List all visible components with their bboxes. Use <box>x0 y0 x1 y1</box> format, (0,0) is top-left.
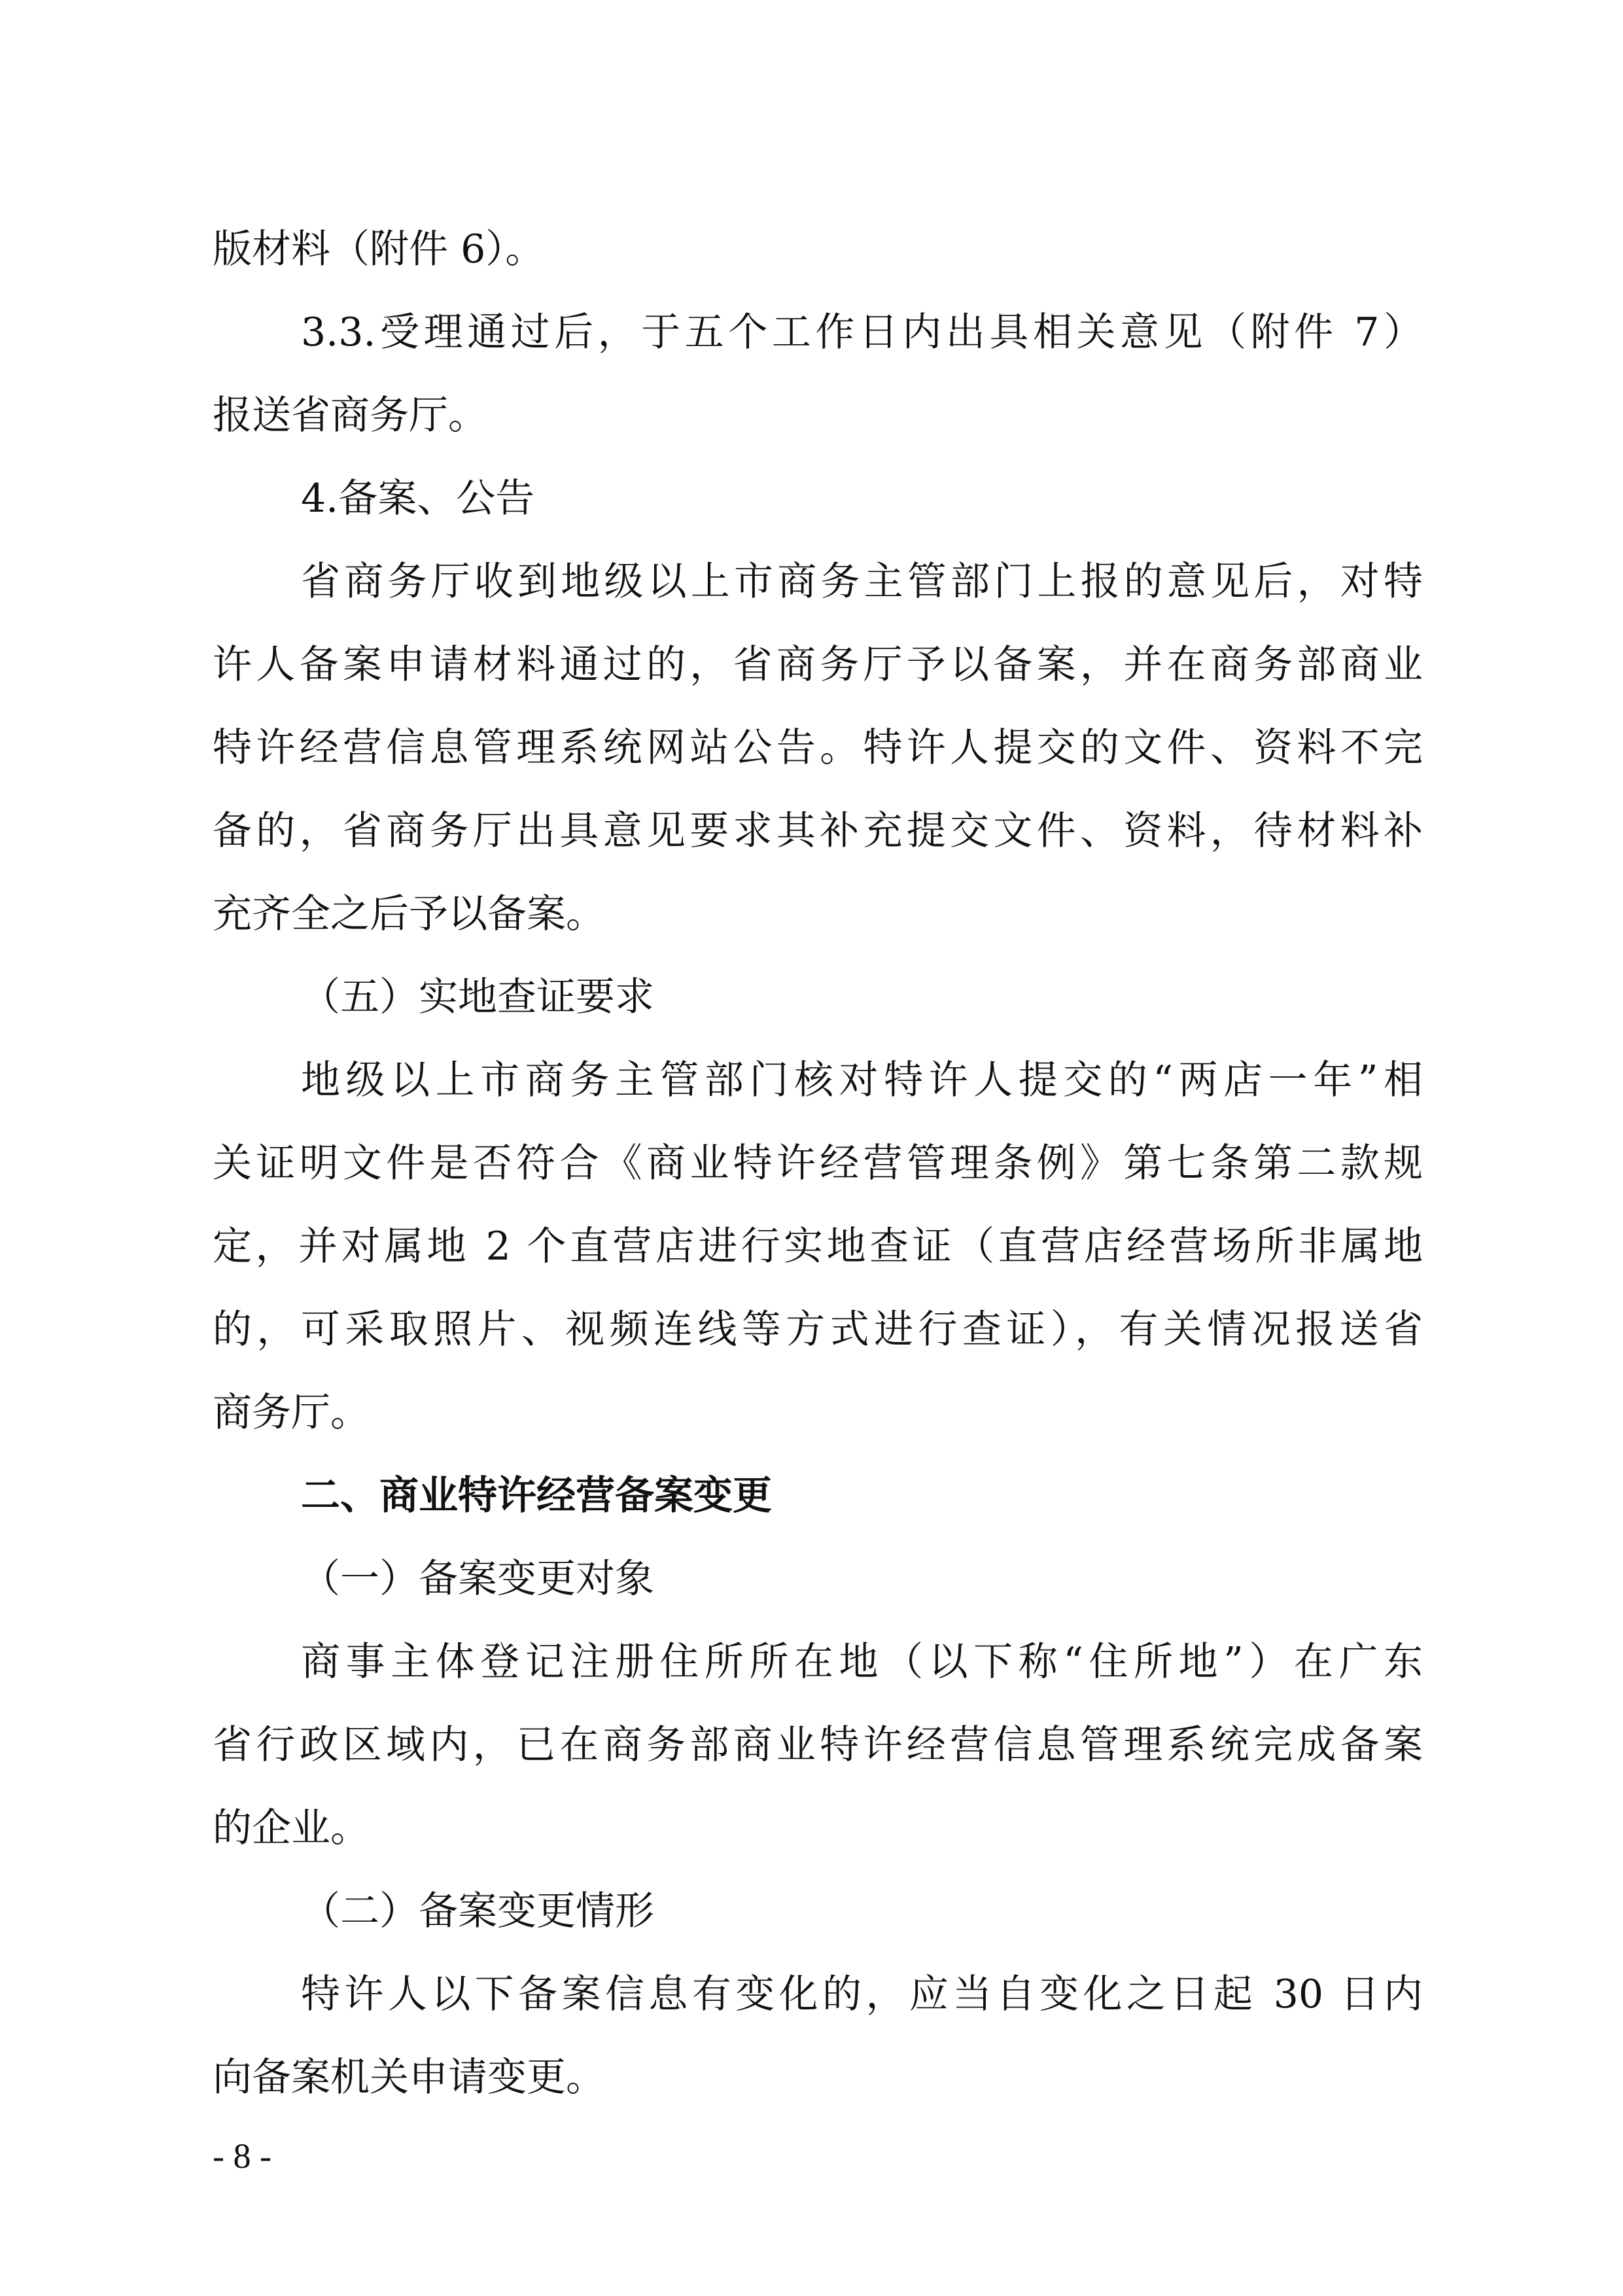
page-number: - 8 - <box>213 2136 271 2176</box>
document-body <box>213 208 1423 2119</box>
paragraph-line: 向备案机关申请变更。 <box>213 2055 605 2100</box>
paragraph-line: 省商务厅收到地级以上市商务主管部门上报的意见后，对特 <box>301 559 1423 605</box>
section-subheading: （五）实地查证要求 <box>301 974 654 1020</box>
section-subheading: （二）备案变更情形 <box>301 1888 654 1934</box>
paragraph-line: 备的，省商务厅出具意见要求其补充提交文件、资料，待材料补 <box>213 808 1423 854</box>
paragraph-line: 商事主体登记注册住所所在地（以下称“住所地”）在广东 <box>301 1639 1423 1685</box>
paragraph-line: 充齐全之后予以备案。 <box>213 891 605 937</box>
paragraph-line: 版材料（附件 6）。 <box>213 226 545 272</box>
paragraph-line: 地级以上市商务主管部门核对特许人提交的“两店一年”相 <box>301 1057 1423 1103</box>
paragraph-line: 的企业。 <box>213 1805 370 1851</box>
paragraph-line: 报送省商务厅。 <box>213 393 487 438</box>
paragraph-line: 许人备案申请材料通过的，省商务厅予以备案，并在商务部商业 <box>213 642 1423 688</box>
paragraph-line: 特许人以下备案信息有变化的，应当自变化之日起 30 日内 <box>301 1971 1423 2017</box>
paragraph-line: 定，并对属地 2 个直营店进行实地查证（直营店经营场所非属地 <box>213 1224 1423 1269</box>
paragraph-line: 特许经营信息管理系统网站公告。特许人提交的文件、资料不完 <box>213 725 1423 771</box>
paragraph-line: 3.3.受理通过后，于五个工作日内出具相关意见（附件 7） <box>301 309 1423 355</box>
section-subheading: （一）备案变更对象 <box>301 1556 654 1602</box>
paragraph-line: 关证明文件是否符合《商业特许经营管理条例》第七条第二款规 <box>213 1140 1423 1186</box>
section-subheading: 4.备案、公告 <box>301 476 535 521</box>
paragraph-line: 商务厅。 <box>213 1390 370 1436</box>
paragraph-line: 省行政区域内，已在商务部商业特许经营信息管理系统完成备案 <box>213 1722 1423 1768</box>
paragraph-line: 的，可采取照片、视频连线等方式进行查证），有关情况报送省 <box>213 1307 1423 1352</box>
section-heading: 二、商业特许经营备案变更 <box>301 1473 772 1519</box>
